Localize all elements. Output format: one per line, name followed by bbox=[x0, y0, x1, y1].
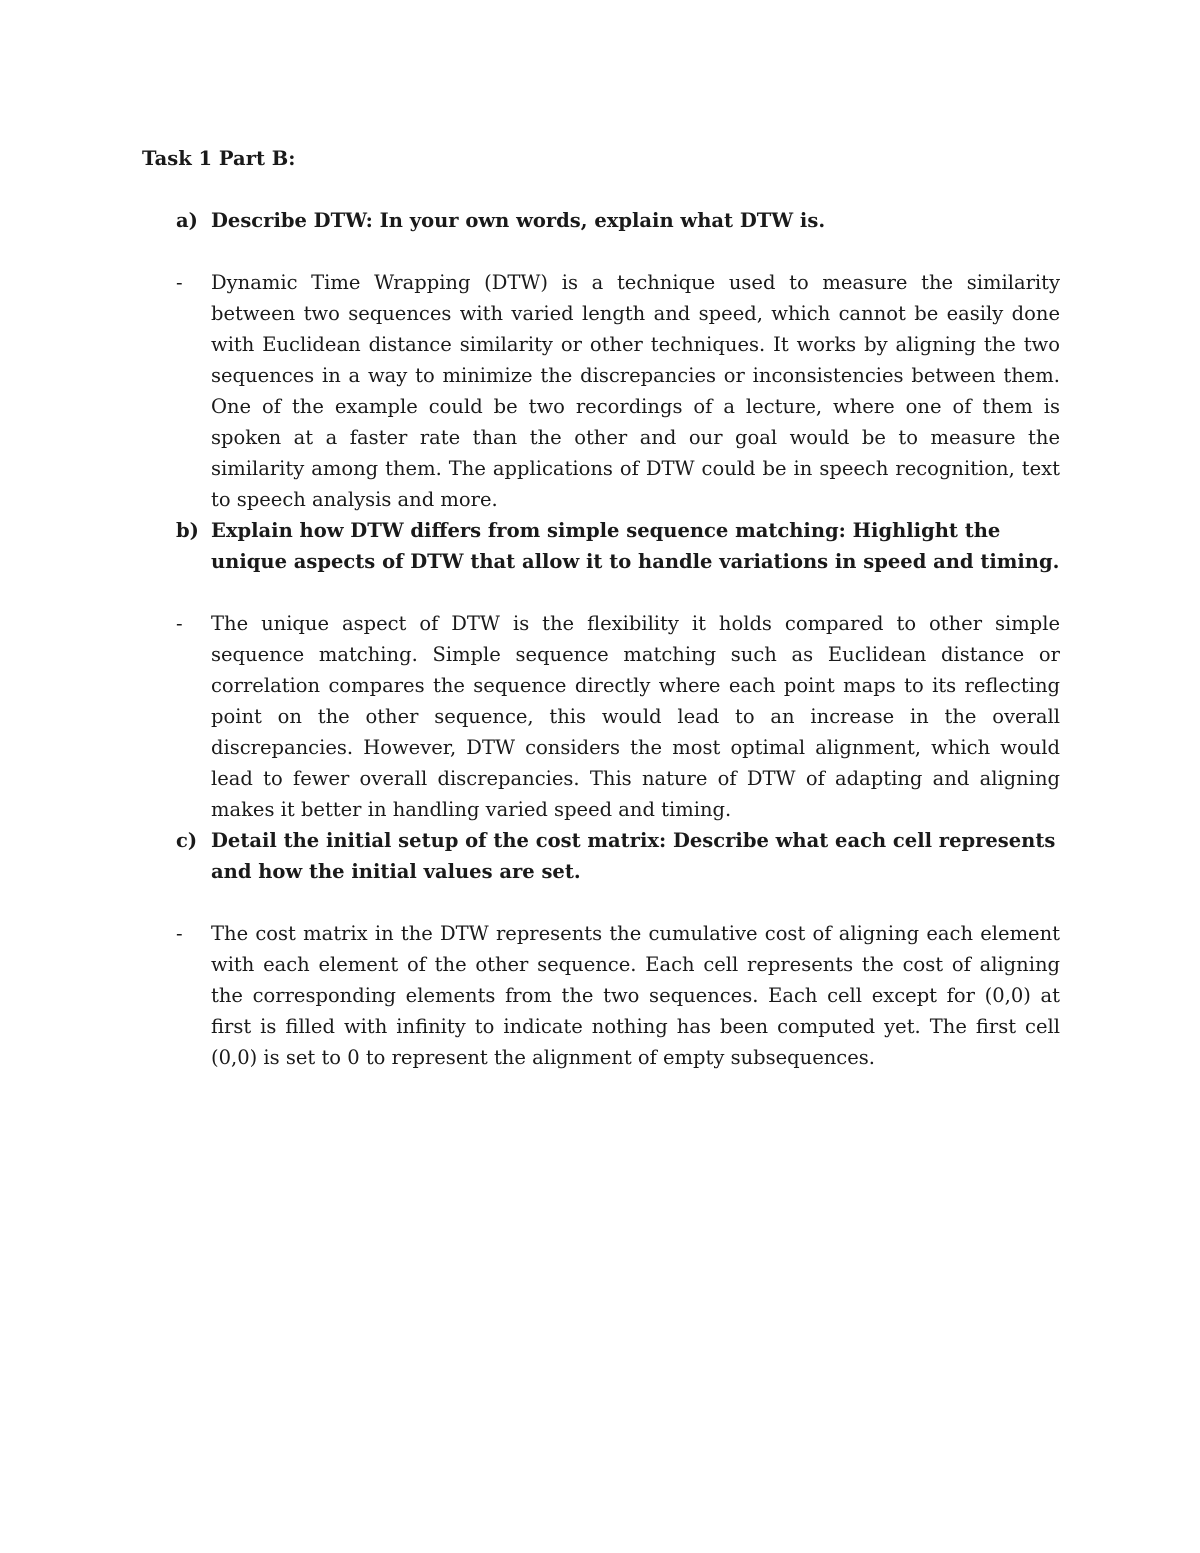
answer-c-text: The cost matrix in the DTW represents the cumulative cost of aligning each element with each element of the other sequence. Each cell represents the cost of aligning the corresponding elements from the two sequences. Each cell except for (0,0) at first is filled with infinity to indicate nothing has been computed yet. The first cell (0,0) is set to 0 to represent the alignment of empty subsequences. bbox=[211, 922, 1060, 1069]
question-b bbox=[176, 515, 1060, 577]
question-a-label: a) bbox=[176, 209, 198, 232]
answer-c bbox=[176, 918, 1060, 1073]
question-b-text: Explain how DTW differs from simple sequence matching: Highlight the unique aspects of DTW that allow it to handle variations in speed and timing. bbox=[211, 519, 1060, 573]
answer-b-bullet: - bbox=[176, 612, 183, 635]
answer-a-bullet: - bbox=[176, 271, 183, 294]
question-c-text: Detail the initial setup of the cost matrix: Describe what each cell represents and how the initial values are set. bbox=[211, 829, 1056, 883]
answer-c-bullet: - bbox=[176, 922, 183, 945]
answer-b-text: The unique aspect of DTW is the flexibility it holds compared to other simple sequence matching. Simple sequence matching such as Euclidean distance or correlation compares the sequence directly where each point maps to its reflecting point on the other sequence, this would lead to an increase in the overall discrepancies. However, DTW considers the most optimal alignment, which would lead to fewer overall discrepancies. This nature of DTW of adapting and aligning makes it better in handling varied speed and timing. bbox=[211, 612, 1060, 821]
question-a-text: Describe DTW: In your own words, explain what DTW is. bbox=[211, 209, 826, 232]
question-a bbox=[176, 205, 1060, 236]
document-title: Task 1 Part B: bbox=[142, 147, 296, 170]
question-b-label: b) bbox=[176, 519, 199, 542]
answer-b bbox=[176, 608, 1060, 825]
answer-a-text: Dynamic Time Wrapping (DTW) is a technique used to measure the similarity between two sequences with varied length and speed, which cannot be easily done with Euclidean distance similarity or other techniques. It works by aligning the two sequences in a way to minimize the discrepancies or inconsistencies between them. One of the example could be two recordings of a lecture, where one of them is spoken at a faster rate than the other and our goal would be to measure the similarity among them. The applications of DTW could be in speech recognition, text to speech analysis and more. bbox=[211, 271, 1060, 511]
question-c-label: c) bbox=[176, 829, 198, 852]
question-c bbox=[176, 825, 1060, 887]
answer-a bbox=[176, 267, 1060, 515]
